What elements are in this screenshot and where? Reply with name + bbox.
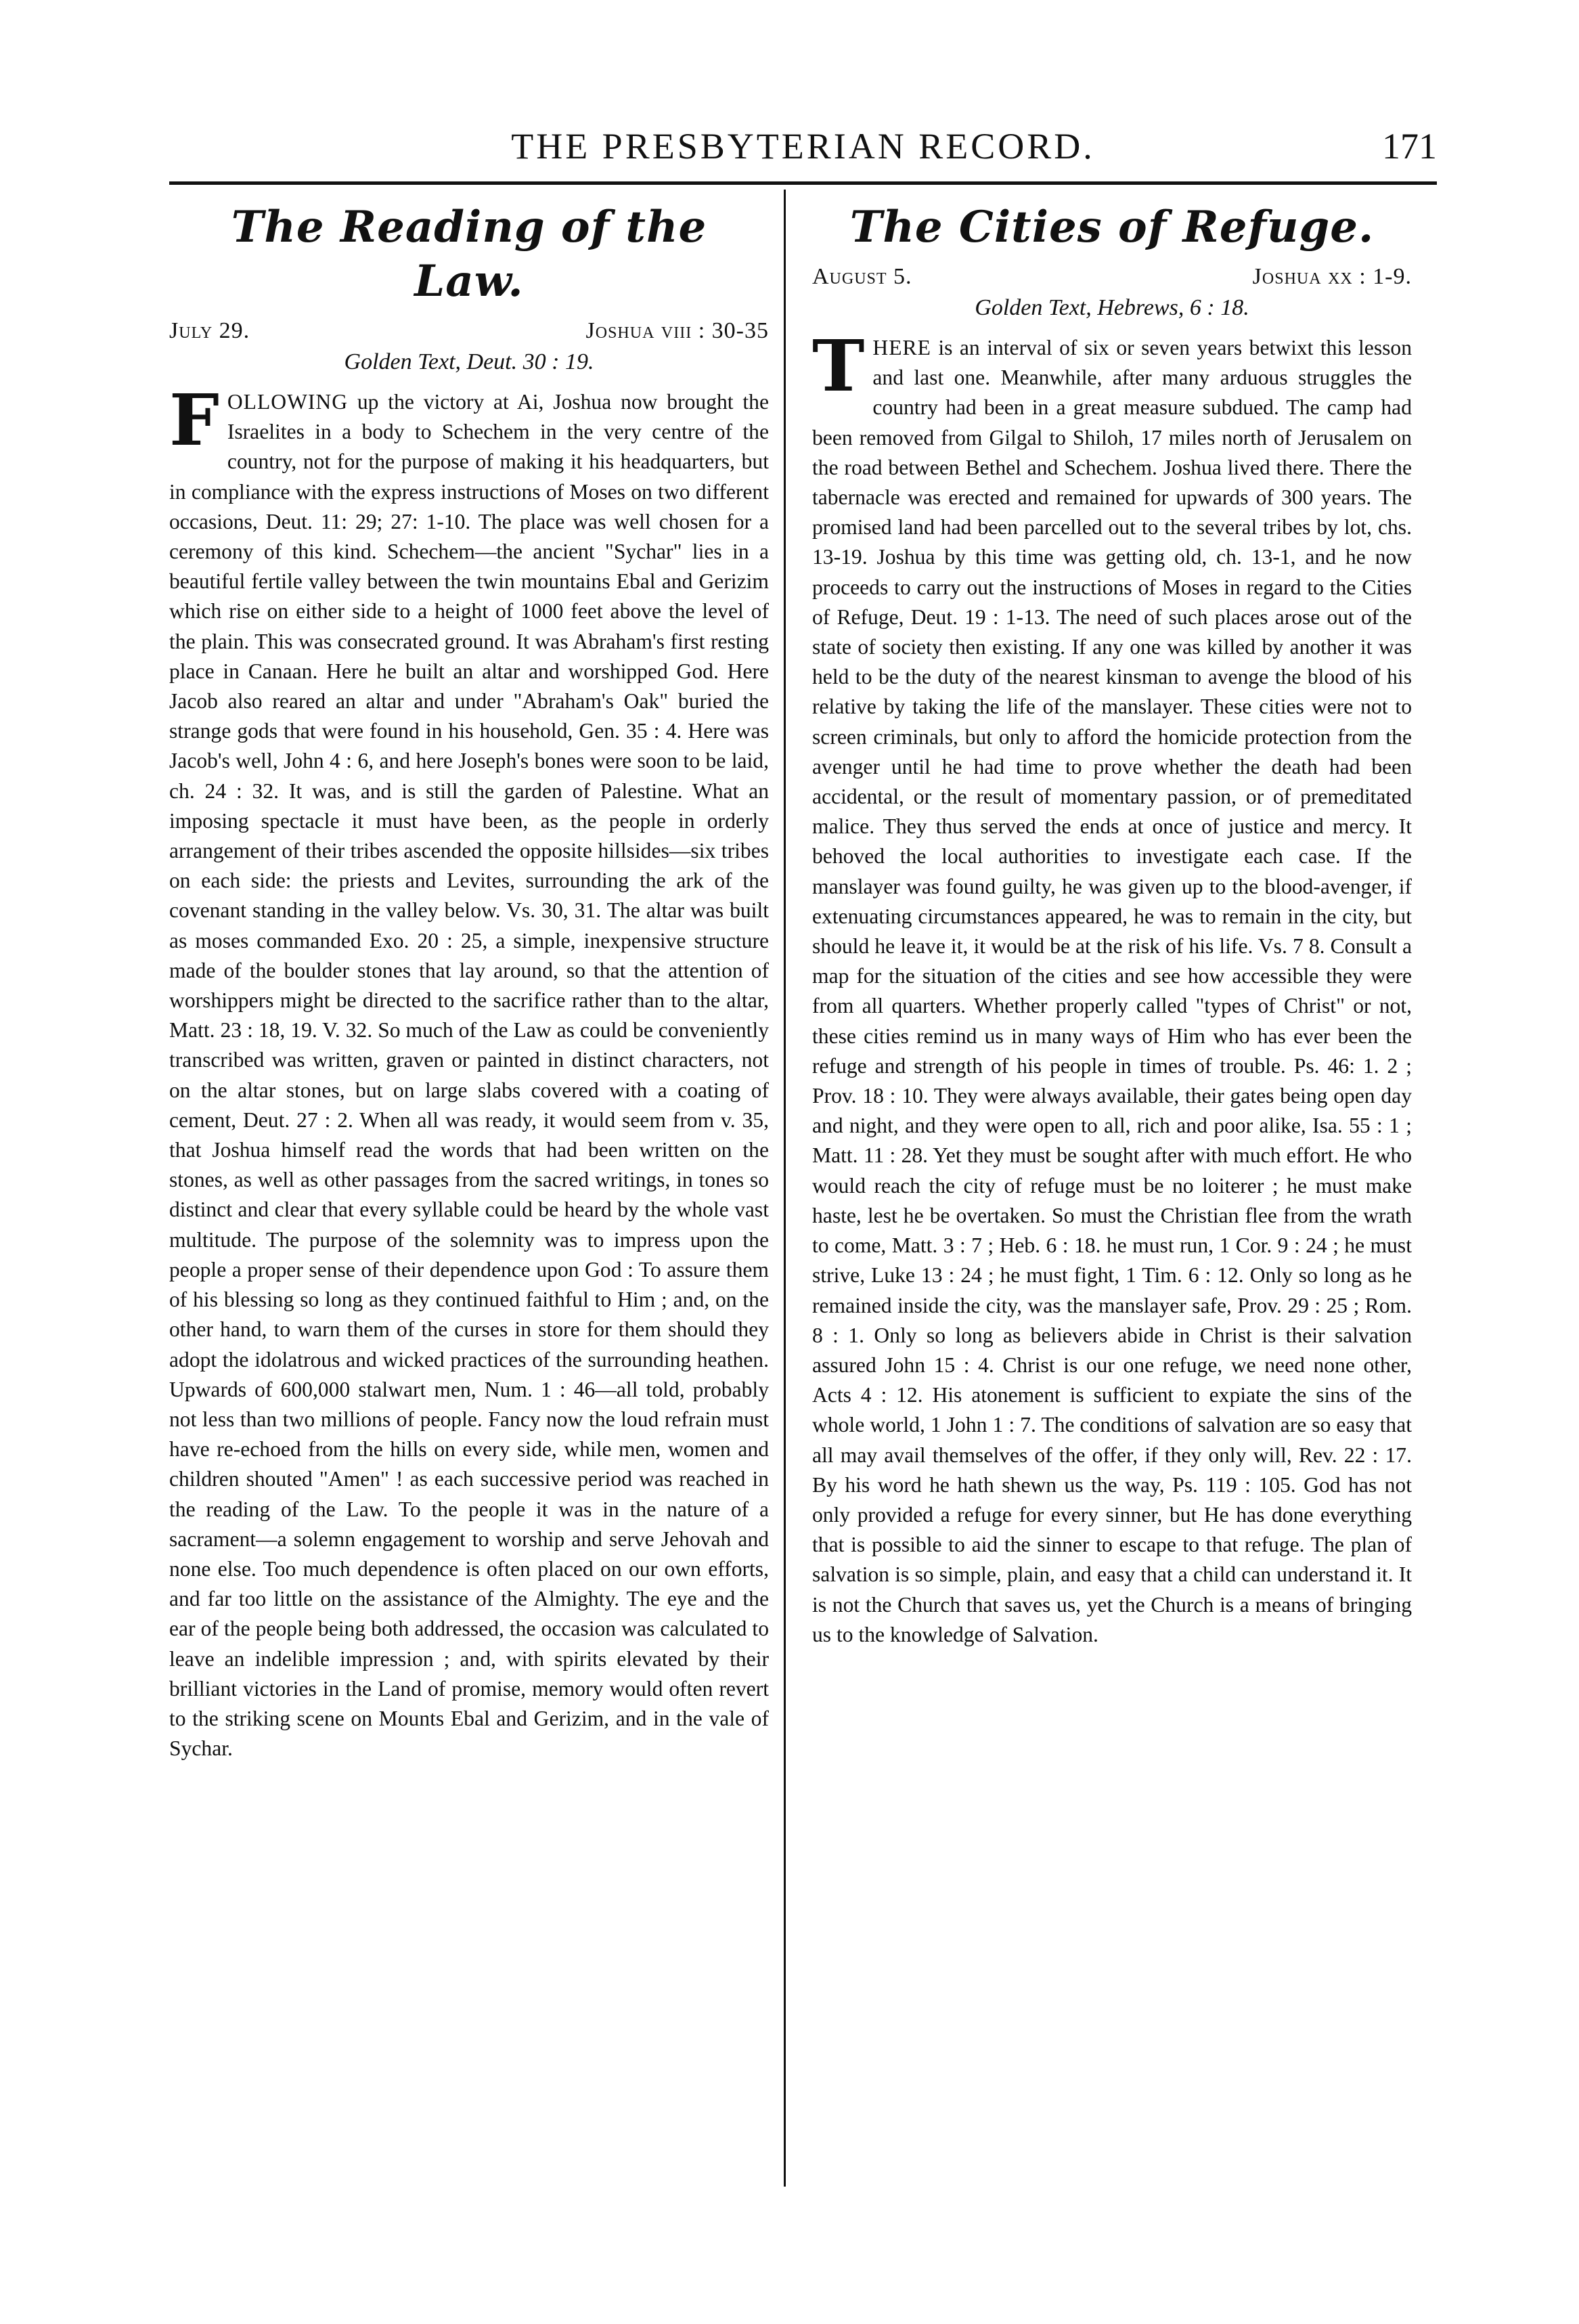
drop-cap: T xyxy=(812,324,865,408)
lesson-heading: The Cities of Refuge. xyxy=(849,202,1375,253)
lesson-body xyxy=(169,378,769,1763)
lesson-date: July 29. xyxy=(169,318,250,343)
drop-cap: F xyxy=(169,378,219,462)
publication-title: THE PRESBYTERIAN RECORD. xyxy=(511,126,1095,167)
lesson-heading: The Reading of the Law. xyxy=(231,202,707,307)
golden-text: Golden Text, Deut. 30 : 19. xyxy=(344,349,594,374)
lesson-right-column xyxy=(812,196,1412,1650)
running-head xyxy=(169,125,1437,179)
lesson-text: is an interval of six or seven years betwixt this lesson and last one. Meanwhile, after many arduous struggles the country had been in a great measure subdued. The camp had been removed from Gilgal to Shiloh, 17 miles north of Jerusalem on the road between Bethel and Schechem. Joshua lived there. There the tabernacle was erected and remained for upwards of 300 years. The promised land had been parcelled out to the several tribes by lot, chs. 13-19. Joshua by this time was getting old, ch. 13-1, and he now proceeds to carry out the instructions of Moses in regard to the Cities of Refuge, Deut. 19 : 1-13. The need of such places arose out of the state of society then existing. If any one was killed by another it was held to be the duty of the nearest kinsman to avenge the blood of his relative by taking the life of the manslayer. These cities were not to screen criminals, but only to afford the homicide protection from the avenger until he had time to prove whether the death had been accidental, or the result of momentary passion, or of premeditated malice. They thus served the ends at once of justice and mercy. It behoved the local authorities to investigate each case. If the manslayer was found guilty, he was given up to the blood-avenger, if extenuating circumstances appeared, he was to remain in the city, but should he leave it, it would be at the risk of his life. Vs. 7 8. Consult a map for the situation of the cities and see how accessible they were from all quarters. Whether properly called "types of Christ" or not, these cities remind us in many ways of Him who has ever been the refuge and strength of his people in times of trouble. Ps. 46: 1. 2 ; Prov. 18 : 10. They were always available, their gates being open day and night, and they were open to all, rich and poor alike, Isa. 55 : 1 ; Matt. 11 : 28. Yet they must be sought after with much effort. He who would reach the city of refuge must be no loiterer ; he must make haste, lest he be overtaken. So must the Christian flee from the wrath to come, Matt. 3 : 7 ; Heb. 6 : 18. he must run, 1 Cor. 9 : 24 ; he must strive, Luke 13 : 24 ; he must fight, 1 Tim. 6 : 12. Only so long as he remained inside the city, was the manslayer safe, Prov. 29 : 25 ; Rom. 8 : 1. Only so long as believers abide in Christ is their salvation assured John 15 : 4. Christ is our one refuge, we need none other, Acts 4 : 12. His atonement is sufficient to expiate the sins of the whole world, 1 John 1 : 7. The conditions of salvation are so easy that all may avail themselves of the offer, if they only will, Rev. 22 : 17. By his word he hath shewn us the way, Ps. 119 : 105. God has not only provided a refuge for every sinner, but He has done everything that is possible to aid the sinner to escape to that refuge. The plan of salvation is so simple, plain, and easy that a child can understand it. It is not the Church that saves us, yet the Church is a means of bringing us to the knowledge of Salvation. xyxy=(812,336,1412,1646)
lesson-text: up the victory at Ai, Joshua now brought the Israelites in a body to Schechem in the very centre of the country, not for the purpose of making it his headquarters, but in compliance with the express instructions of Moses on two different occasions, Deut. 11: 29; 27: 1-10. The place was well chosen for a ceremony of this kind. Schechem—the ancient "Sychar" lies in a beautiful fertile valley between the twin mountains Ebal and Gerizim which rise on either side to a height of 1000 feet above the level of the plain. This was consecrated ground. It was Abraham's first resting place in Canaan. Here he built an altar and worshipped God. Here Jacob also reared an altar and under "Abraham's Oak" buried the strange gods that were found in his household, Gen. 35 : 4. Here was Jacob's well, John 4 : 6, and here Joseph's bones were soon to be laid, ch. 24 : 32. It was, and is still the garden of Palestine. What an imposing spectacle it must have been, as the people in orderly arrangement of their tribes ascended the opposite hillsides—six tribes on each side: the priests and Levites, surrounding the ark of the covenant standing in the valley below. Vs. 30, 31. The altar was built as moses commanded Exo. 20 : 25, a simple, inexpensive structure made of the boulder stones that lay around, so that the attention of worshippers might be directed to the sacrifice rather than to the altar, Matt. 23 : 18, 19. V. 32. So much of the Law as could be conveniently transcribed was written, graven or painted in distinct characters, not on the altar stones, but on large slabs covered with a coating of cement, Deut. 27 : 2. When all was ready, it would seem from v. 35, that Joshua himself read the words that had been written on the stones, as well as other passages from the sacred writings, in tones so distinct and clear that every syllable could be heard by the whole vast multitude. The purpose of the solemnity was to impress upon the people a proper sense of their dependence upon God : To assure them of his blessing so long as they continued faithful to Him ; and, on the other hand, to warn them of the curses in store for them should they adopt the idolatrous and wicked practices of the surrounding heathen. Upwards of 600,000 stalwart men, Num. 1 : 46—all told, probably not less than two millions of people. Fancy now the loud refrain must have re-echoed from the hills on every side, while men, women and children shouted "Amen" ! as each successive period was reached in the reading of the Law. To the people it was in the nature of a sacrament—a solemn engagement to worship and serve Jehovah and none else. Too much dependence is often placed on our own efforts, and far too little on the assistance of the Almighty. The eye and the ear of the people being both addressed, the occasion was calculated to leave an indelible impression ; and, with spirits elevated by their brilliant victories in the Land of promise, memory would often revert to the striking scene on Mounts Ebal and Gerizim, and in the vale of Sychar. xyxy=(169,390,769,1761)
opening-word: OLLOWING xyxy=(227,390,349,414)
golden-text: Golden Text, Hebrews, 6 : 18. xyxy=(975,295,1249,320)
page-number: 171 xyxy=(1382,126,1437,167)
lesson-body xyxy=(812,324,1412,1650)
lesson-meta xyxy=(812,261,1412,292)
scripture-reference: Joshua xx : 1-9. xyxy=(1252,264,1412,289)
column-divider xyxy=(784,190,786,2187)
lesson-left-column xyxy=(169,196,769,1763)
scripture-reference: Joshua viii : 30-35 xyxy=(585,318,769,343)
opening-word: HERE xyxy=(872,336,931,359)
header-rule xyxy=(169,181,1437,185)
lesson-date: August 5. xyxy=(812,264,912,289)
lesson-meta xyxy=(169,315,769,347)
